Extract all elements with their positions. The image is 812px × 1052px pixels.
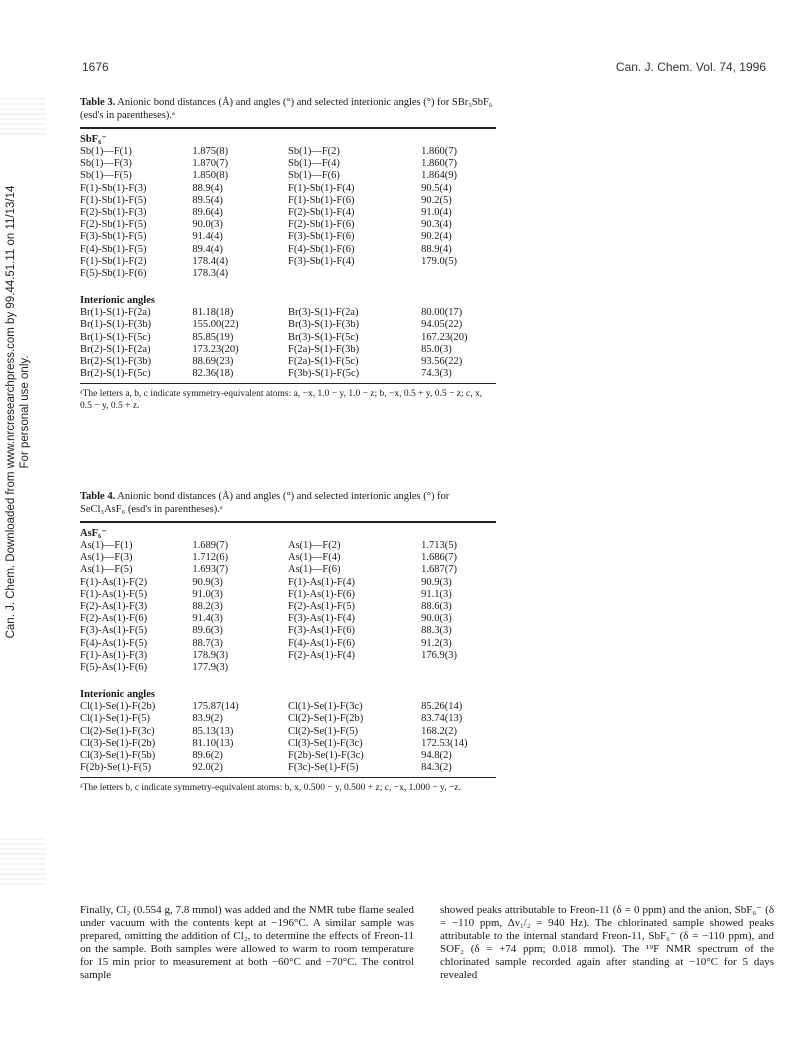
cell-value: 88.9(4) (192, 182, 223, 194)
table-row (80, 219, 496, 231)
cell-label: F(3b)-S(1)-F(5c) (287, 368, 360, 380)
cell-label (288, 662, 421, 674)
cell-label: F(3)-As(1)-F(5) (80, 625, 148, 637)
table-row (80, 762, 496, 774)
cell-value: 88.69(23) (192, 356, 234, 368)
cell-label: F(4)-As(1)-F(6) (287, 637, 356, 649)
cell-value: 90.3(4) (421, 219, 452, 231)
cell-value: 90.9(3) (421, 576, 452, 588)
cell-value: 1.713(5) (421, 540, 457, 551)
table-top-rule (80, 127, 496, 129)
section-title: Interionic angles (80, 295, 155, 307)
cell-label: F(1)-Sb(1)-F(3) (80, 182, 147, 194)
table-row (80, 183, 496, 195)
cell-value: 88.6(3) (421, 601, 452, 613)
cell-label: F(1)-As(1)-F(6) (287, 588, 356, 600)
cell-value: 1.687(7) (421, 564, 457, 576)
table-row (80, 540, 496, 552)
table-row (80, 564, 496, 576)
cell-value: 80.00(17) (421, 307, 463, 319)
cell-value: 82.36(18) (192, 368, 234, 380)
section-title: AsF₆⁻ (80, 528, 107, 539)
cell-value: 94.05(22) (421, 319, 463, 331)
cell-value: 88.2(3) (192, 601, 223, 613)
cell-label: F(1)-Sb(1)-F(6) (287, 194, 355, 206)
cell-value: 175.87(14) (192, 701, 239, 713)
table-row (80, 552, 496, 564)
table-row (80, 713, 496, 725)
cell-label: Br(3)-S(1)-F(2a) (287, 307, 359, 319)
cell-label: F(1)-Sb(1)-F(5) (80, 194, 147, 206)
cell-value: 90.2(4) (421, 231, 452, 243)
download-watermark (4, 82, 32, 742)
cell-value: 89.6(2) (192, 750, 223, 762)
cell-value: 85.85(19) (192, 331, 234, 343)
cell-label: F(1)-As(1)-F(4) (287, 576, 356, 588)
cell-label: F(2)-Sb(1)-F(3) (80, 207, 147, 219)
data-table (80, 146, 496, 280)
cell-value: 1.850(8) (192, 170, 229, 182)
cell-value: 91.0(3) (192, 588, 223, 600)
cell-label: Sb(1)—F(2) (287, 146, 340, 157)
cell-label: F(1)-Sb(1)-F(2) (80, 255, 147, 267)
cell-label: Br(1)-S(1)-F(5c) (80, 331, 151, 343)
cell-label: F(2a)-S(1)-F(5c) (287, 356, 359, 368)
watermark-line-2: For personal use only. (19, 355, 31, 469)
cell-label: F(5)-As(1)-F(6) (80, 662, 148, 674)
cell-value: 179.0(5) (421, 255, 457, 267)
cell-value: 92.0(2) (192, 762, 223, 774)
cell-label: Cl(3)-Se(1)-F(3c) (287, 737, 363, 749)
table-3 (80, 96, 496, 412)
cell-value: 177.9(3) (192, 662, 229, 674)
cell-value (421, 268, 496, 280)
cell-value: 90.0(3) (421, 613, 452, 625)
cell-value: 90.5(4) (421, 182, 452, 194)
cell-value: 167.23(20) (421, 331, 468, 343)
cell-value: 85.13(13) (192, 725, 234, 737)
cell-value: 88.3(3) (421, 625, 452, 637)
cell-label: Br(2)-S(1)-F(2a) (80, 343, 151, 355)
cell-value: 91.0(4) (421, 207, 452, 219)
table-row (80, 662, 496, 674)
cell-label: F(1)-Sb(1)-F(4) (287, 182, 355, 194)
cell-label: F(4)-As(1)-F(5) (80, 637, 148, 649)
cell-label: Cl(3)-Se(1)-F(2b) (80, 737, 156, 749)
cell-label: As(1)—F(5) (80, 564, 133, 576)
cell-label: Sb(1)—F(1) (80, 146, 132, 157)
cell-label: As(1)—F(2) (287, 540, 341, 551)
cell-value: 168.2(2) (421, 725, 457, 737)
cell-value: 1.870(7) (192, 158, 229, 170)
cell-value: 88.9(4) (421, 243, 452, 255)
table-row (80, 577, 496, 589)
cell-value: 173.23(20) (192, 343, 239, 355)
table-row (80, 332, 496, 344)
table-row (80, 319, 496, 331)
cell-label (288, 268, 421, 280)
cell-label: F(2)-As(1)-F(3) (80, 601, 148, 613)
data-table (80, 701, 496, 774)
cell-label: Br(1)-S(1)-F(3b) (80, 319, 152, 331)
table-row (80, 750, 496, 762)
data-table (80, 307, 496, 380)
table-top-rule (80, 521, 496, 523)
table-row (80, 268, 496, 280)
cell-label: Sb(1)—F(6) (287, 170, 340, 182)
table-3-caption (80, 96, 496, 122)
cell-label: Cl(3)-Se(1)-F(5b) (80, 750, 156, 762)
cell-label: Sb(1)—F(3) (80, 158, 132, 170)
cell-label: Br(2)-S(1)-F(3b) (80, 356, 152, 368)
cell-label: Br(1)-S(1)-F(2a) (80, 307, 151, 319)
cell-label: F(3)-Sb(1)-F(4) (287, 255, 355, 267)
table-4-caption (80, 490, 496, 516)
cell-label: Br(3)-S(1)-F(5c) (287, 331, 359, 343)
cell-label: As(1)—F(3) (80, 552, 133, 564)
cell-value: 83.74(13) (421, 713, 463, 725)
cell-value (421, 662, 496, 674)
body-text-left-column: Finally, Cl₂ (0.554 g, 7.8 mmol) was added and the NMR tube flame sealed under vacuum with the contents kept at −196°C. A similar sample was prepared, omitting the addition of Cl₂, to determine the effects of Freon-11 on the sample. Both samples were allowed to warm to room temperature for 15 min prior to measurement at both −60°C and −70°C. The control sample (80, 904, 414, 982)
table-row (80, 231, 496, 243)
cell-label: Cl(2)-Se(1)-F(3c) (80, 725, 155, 737)
table-row (80, 146, 496, 158)
cell-label: F(2)-As(1)-F(5) (287, 601, 356, 613)
cell-label: F(3)-Sb(1)-F(6) (287, 231, 355, 243)
cell-label: Cl(1)-Se(1)-F(2b) (80, 701, 156, 713)
data-table (80, 540, 496, 674)
cell-value: 89.6(4) (192, 207, 223, 219)
cell-value: 1.693(7) (192, 564, 229, 576)
cell-value: 91.4(3) (192, 613, 223, 625)
cell-value: 81.10(13) (192, 737, 234, 749)
cell-label: Cl(2)-Se(1)-F(2b) (287, 713, 364, 725)
table-row (80, 601, 496, 613)
table-row (80, 738, 496, 750)
cell-value: 1.860(7) (421, 158, 457, 170)
cell-value: 85.26(14) (421, 701, 463, 713)
table-row (80, 195, 496, 207)
watermark-line-1: Can. J. Chem. Downloaded from www.nrcresearchpress.com by 99.44.51.11 on 11/13/14 (5, 185, 17, 639)
cell-label: Sb(1)—F(5) (80, 170, 132, 182)
cell-label: F(2)-Sb(1)-F(6) (287, 219, 355, 231)
table-row (80, 207, 496, 219)
cell-value: 91.4(4) (192, 231, 223, 243)
cell-label: F(1)-As(1)-F(2) (80, 576, 148, 588)
cell-value: 84.3(2) (421, 762, 452, 774)
cell-label: Cl(1)-Se(1)-F(5) (80, 713, 150, 725)
cell-value: 178.3(4) (192, 268, 229, 280)
cell-value: 1.875(8) (192, 146, 229, 157)
cell-label: Cl(2)-Se(1)-F(5) (287, 725, 358, 737)
cell-value: 89.4(4) (192, 243, 223, 255)
cell-value: 1.860(7) (421, 146, 457, 157)
cell-label: F(4)-Sb(1)-F(6) (287, 243, 355, 255)
cell-value: 1.686(7) (421, 552, 457, 564)
cell-value: 91.2(3) (421, 637, 452, 649)
cell-label: F(3)-Sb(1)-F(5) (80, 231, 147, 243)
cell-label: F(2a)-S(1)-F(3b) (287, 343, 360, 355)
table-3-label: Table 3. (80, 97, 116, 108)
cell-label: As(1)—F(4) (287, 552, 341, 564)
cell-label: Br(3)-S(1)-F(3b) (287, 319, 360, 331)
cell-value: 1.712(6) (192, 552, 229, 564)
table-row (80, 244, 496, 256)
section-title: Interionic angles (80, 689, 155, 701)
table-row (80, 158, 496, 170)
cell-value: 81.18(18) (192, 307, 234, 319)
table-row (80, 625, 496, 637)
body-text-right-column: showed peaks attributable to Freon-11 (δ = 0 ppm) and the anion, SbF₆⁻ (δ = −110 ppm, Δν₁/₂ = 940 Hz). The chlorinated sample showed peaks attributable to the internal standard Freon-11, SbF₆⁻ (δ = −110 ppm), and SOF₂ (δ = +74 ppm; 0.018 mmol). The ¹⁹F NMR spectrum of the chlorinated sample recorded again after standing at −10°C for 5 days revealed (440, 904, 774, 982)
cell-value: 89.5(4) (192, 194, 223, 206)
table-row (80, 701, 496, 713)
cell-value: 172.53(14) (421, 737, 468, 749)
cell-value: 178.4(4) (192, 255, 229, 267)
table-row (80, 344, 496, 356)
table-row (80, 726, 496, 738)
cell-label: F(1)-As(1)-F(5) (80, 588, 148, 600)
cell-value: 155.00(22) (192, 319, 239, 331)
table-4-label: Table 4. (80, 491, 116, 502)
cell-label: F(3)-As(1)-F(6) (287, 625, 356, 637)
cell-label: F(2)-As(1)-F(4) (287, 649, 356, 661)
cell-value: 83.9(2) (192, 713, 223, 725)
cell-label: F(4)-Sb(1)-F(5) (80, 243, 147, 255)
cell-value: 1.864(9) (421, 170, 457, 182)
cell-label: F(5)-Sb(1)-F(6) (80, 268, 147, 280)
cell-value: 1.689(7) (192, 540, 229, 551)
cell-value: 88.7(3) (192, 637, 223, 649)
cell-value: 91.1(3) (421, 588, 452, 600)
cell-value: 90.0(3) (192, 219, 223, 231)
cell-label: F(2)-As(1)-F(6) (80, 613, 148, 625)
cell-value: 93.56(22) (421, 356, 463, 368)
cell-value: 89.6(3) (192, 625, 223, 637)
cell-value: 178.9(3) (192, 649, 229, 661)
table-row (80, 307, 496, 319)
cell-label: F(1)-As(1)-F(3) (80, 649, 148, 661)
table-row (80, 256, 496, 268)
cell-label: Br(2)-S(1)-F(5c) (80, 368, 151, 380)
cell-value: 176.9(3) (421, 649, 457, 661)
cell-label: F(2)-Sb(1)-F(4) (287, 207, 355, 219)
table-row (80, 356, 496, 368)
table-row (80, 638, 496, 650)
cell-label: As(1)—F(1) (80, 540, 133, 551)
cell-label: F(3c)-Se(1)-F(5) (287, 762, 359, 774)
cell-label: Sb(1)—F(4) (287, 158, 340, 170)
cell-value: 90.2(5) (421, 194, 452, 206)
running-header: Can. J. Chem. Vol. 74, 1996 (615, 60, 766, 74)
cell-label: F(2b)-Se(1)-F(5) (80, 762, 152, 774)
cell-label: Cl(1)-Se(1)-F(3c) (287, 701, 363, 713)
table-bottom-rule (80, 777, 496, 778)
page-number: 1676 (82, 60, 109, 74)
table-4-footnote: ᵃThe letters b, c indicate symmetry-equivalent atoms: b, x, 0.500 − y, 0.500 + z; c, −x, 1.000 − y, −z. (80, 783, 461, 794)
cell-value: 85.0(3) (421, 343, 452, 355)
cell-label: F(2b)-Se(1)-F(3c) (287, 750, 364, 762)
table-3-caption-text: Anionic bond distances (Å) and angles (°) and selected interionic angles (°) for SBr₃SbF₆ (esd's in parentheses).ᵃ (80, 97, 493, 121)
cell-value: 90.9(3) (192, 576, 223, 588)
cell-value: 94.8(2) (421, 750, 452, 762)
table-3-footnote: ᵃThe letters a, b, c indicate symmetry-equivalent atoms: a, −x, 1.0 − y, 1.0 − z; b, −x, 0.5 + y, 0.5 − z; c, x, 0.5 − y, 0.5 + z. (80, 389, 483, 412)
table-row (80, 589, 496, 601)
table-bottom-rule (80, 383, 496, 384)
table-row (80, 368, 496, 380)
cell-label: F(3)-As(1)-F(4) (287, 613, 356, 625)
cell-value: 74.3(3) (421, 368, 452, 380)
table-4-caption-text: Anionic bond distances (Å) and angles (°) and selected interionic angles (°) for SeCl₃AsF₆ (esd's in parentheses).ᵃ (80, 491, 450, 515)
table-row (80, 170, 496, 182)
table-4 (80, 490, 496, 794)
cell-label: F(2)-Sb(1)-F(5) (80, 219, 147, 231)
table-row (80, 613, 496, 625)
table-row (80, 650, 496, 662)
section-title: SbF₆⁻ (80, 134, 107, 145)
cell-label: As(1)—F(6) (287, 564, 341, 576)
